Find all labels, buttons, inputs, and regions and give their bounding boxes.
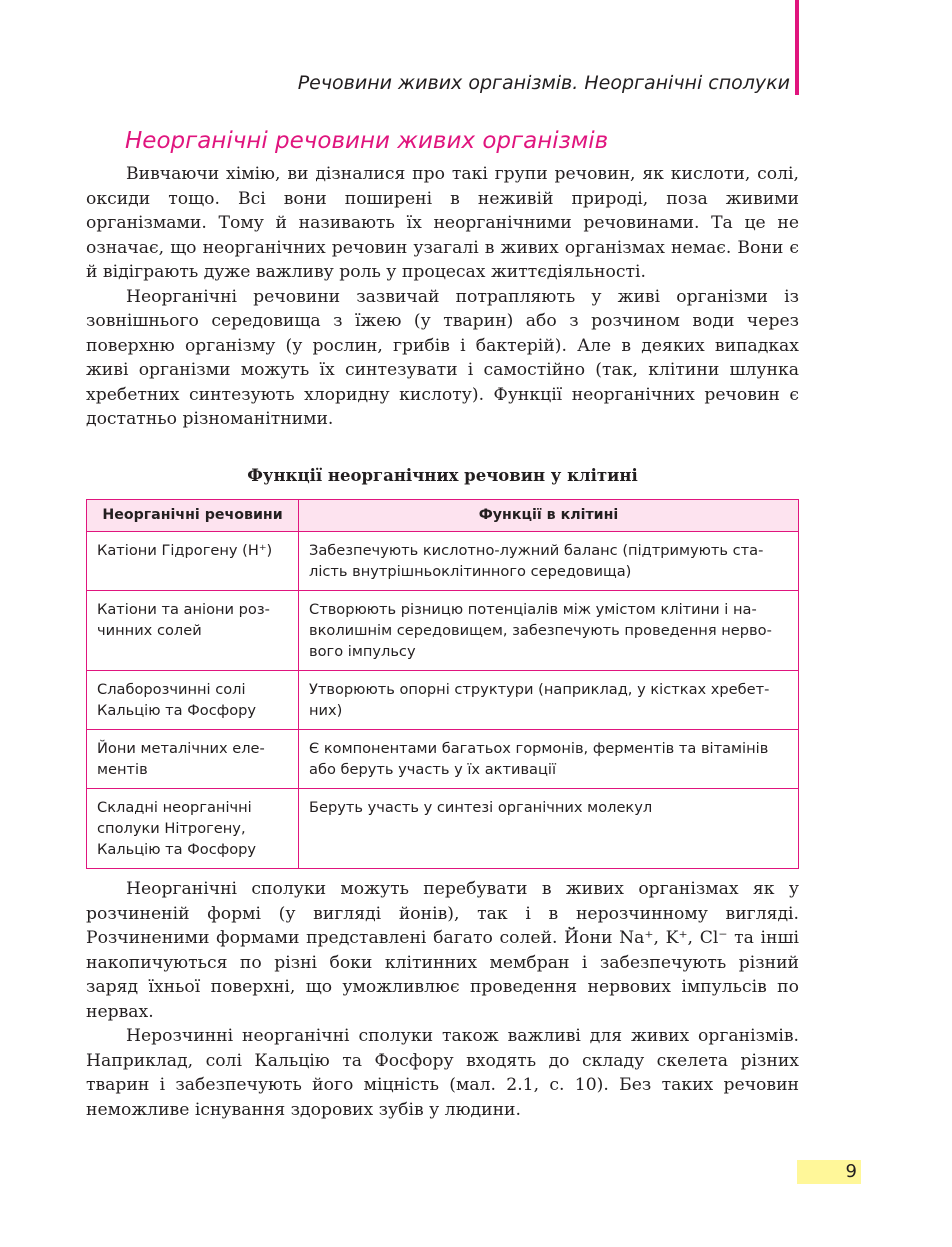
table-row — [87, 591, 799, 671]
page-number-badge — [797, 1160, 861, 1184]
intro-text — [86, 162, 799, 432]
running-head: Речовини живих організмів. Неорганічні сполуки — [297, 72, 790, 94]
table-row — [87, 671, 799, 730]
paragraph: Неорганічні речовини зазвичай потрапляють у живі організми із зовнішнього середовища з їжею (у тварин) або з розчином води через поверхню організму (у рослин, грибів і бактерій). Але в деяких випадках живі організми можуть їх синтезувати і самостійно (так, клітини шлунка хребетних синтезують хлоридну кислоту). Функції неорганічних речовин є достатньо різноманітними. — [86, 286, 799, 429]
function-cell: Беруть участь у синтезі органічних молекул — [299, 789, 799, 869]
substance-cell: Катіони Гідрогену (H⁺) — [87, 532, 299, 591]
table-header-substances: Неорганічні речовини — [87, 500, 299, 532]
page-number: 9 — [845, 1161, 857, 1182]
section-title: Неорганічні речовини живих організмів — [125, 128, 609, 154]
body-text — [86, 877, 799, 1122]
function-cell: Утворюють опорні структури (наприклад, у кістках хребетних) — [299, 671, 799, 730]
paragraph: Неорганічні сполуки можуть перебувати в живих організмах як у розчиненій формі (у вигляді йонів), так і в нерозчинному вигляді. Розчиненими формами представлені багато солей. Йони Na⁺, K⁺, Cl⁻ та інші накопичуються по різні боки клітинних мембран і забезпечують різний заряд їхньої поверхні, що уможливлює проведення нервових імпульсів по нервах. — [86, 879, 799, 1022]
table-row — [87, 730, 799, 789]
header-accent-bar — [795, 0, 799, 95]
functions-table — [86, 499, 799, 869]
paragraph: Вивчаючи хімію, ви дізналися про такі групи речовин, як кислоти, солі, оксиди тощо. Всі вони поширені в неживій природі, поза живими організмами. Тому й називають їх неорганічними речовинами. Та це не означає, що неорганічних речовин узагалі в живих організмах немає. Вони є й відіграють дуже важливу роль у процесах життєдіяльності. — [86, 164, 799, 282]
table-caption: Функції неорганічних речовин у клітині — [247, 466, 638, 485]
substance-cell: Йони металічних елементів — [87, 730, 299, 789]
substance-cell: Слаборозчинні солі Кальцію та Фосфору — [87, 671, 299, 730]
function-cell: Є компонентами багатьох гормонів, ферментів та вітамінів або беруть участь у їх активації — [299, 730, 799, 789]
table-row — [87, 532, 799, 591]
paragraph: Нерозчинні неорганічні сполуки також важливі для живих організмів. Наприклад, солі Кальцію та Фосфору входять до складу скелета різних тварин і забезпечують його міцність (мал. 2.1, с. 10). Без таких речовин неможливе існування здорових зубів у людини. — [86, 1026, 799, 1120]
table-header-functions: Функції в клітині — [299, 500, 799, 532]
table-header-row — [87, 500, 799, 532]
function-cell: Створюють різницю потенціалів між умістом клітини і навколишнім середовищем, забезпечують проведення нервового імпульсу — [299, 591, 799, 671]
substance-cell: Складні неорганічні сполуки Нітрогену, Кальцію та Фосфору — [87, 789, 299, 869]
function-cell: Забезпечують кислотно-лужний баланс (підтримують сталість внутрішньоклітинного середовища) — [299, 532, 799, 591]
substance-cell: Катіони та аніони розчинних солей — [87, 591, 299, 671]
table-row — [87, 789, 799, 869]
